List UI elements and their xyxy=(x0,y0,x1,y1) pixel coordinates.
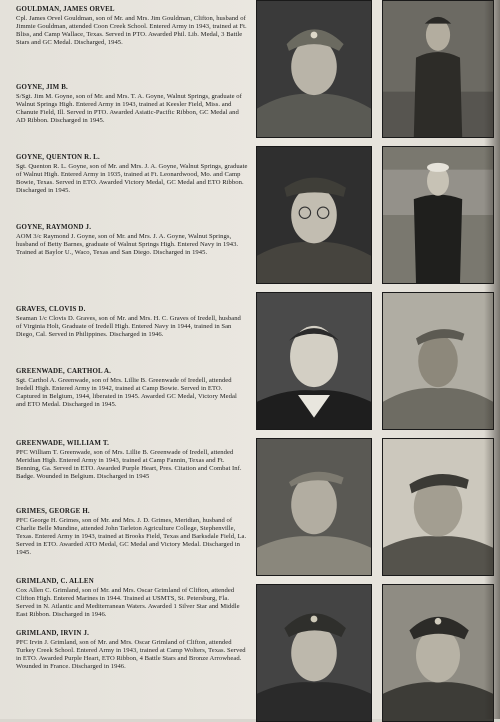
entry-name: GRIMLAND, C. ALLEN xyxy=(16,578,94,585)
portrait-graves-clovis xyxy=(256,292,372,430)
entry-grimland-allen xyxy=(16,578,248,619)
entry-grimes-george xyxy=(16,508,248,558)
entry-bio: PFC William T. Greenwade, son of Mrs. Lillie B. Greenwade of Iredell, attended Meridian High. Entered Army in 1943, trained at Camp Fannin, Texas and Ft. Benning, Ga. Served in ETO. Awarded Purple Heart, Pres. Citation and Combat Inf. Badge. Wounded in Belgium. Discharged in 1945 xyxy=(16,449,242,481)
entry-grimland-irvin xyxy=(16,630,248,671)
entry-name: GOYNE, RAYMOND J. xyxy=(16,224,92,231)
entry-bio: S/Sgt. Jim M. Goyne, son of Mr. and Mrs. T. A. Goyne, Walnut Springs, graduate of Walnut Springs High. Entered Army in 1943, trained at Keesler Field, Miss. and Chanute Field, Ill. Served in PTO. Awarded Asiatic-Pacific Ribbon, GC Medal and AD Ribbon. Discharged in 1945. xyxy=(16,93,242,125)
entry-bio: PFC Irvin J. Grimland, son of Mr. and Mrs. Oscar Grimland of Clifton, attended Turkey Creek School. Entered Army in 1943, trained at Camp Wolters, Texas. Served in ETO. Awarded Purple Heart, ETO Ribbon, 4 Battle Stars and Bronze Arrowhead. Wounded in France. Discharged in 1946. xyxy=(16,639,246,671)
entry-name: GRIMES, GEORGE H. xyxy=(16,508,90,515)
entry-name: GRAVES, CLOVIS D. xyxy=(16,306,86,313)
portrait-greenwade-william xyxy=(256,438,372,576)
entry-bio: Sgt. Quenton R. L. Goyne, son of Mr. and Mrs. J. A. Goyne, Walnut Springs, graduate of Walnut High. Entered Army in 1935, trained at Ft. Leonardwood, Mo. and Camp Bowie, Texas. Served in ETO. Awarded Victory Medal, GC Medal and ETO Ribbon. Discharged in 1945. xyxy=(16,163,248,195)
entry-name: GRIMLAND, IRVIN J. xyxy=(16,630,90,637)
entry-bio: Seaman 1/c Clovis D. Graves, son of Mr. and Mrs. H. C. Graves of Iredell, husband of Virginia Holt, Graduate of Iredell High. Entered Navy in 1944, trained in San Diego, Cal. Served in Philippines. Discharged in 1946. xyxy=(16,315,241,339)
portrait-gouldman-james xyxy=(256,0,372,138)
photo-gouldman-james-standing xyxy=(382,0,494,138)
entry-name: GOYNE, QUENTON R. L. xyxy=(16,154,100,161)
portrait-grimland-irvin xyxy=(382,584,494,722)
entry-name: GOYNE, JIM B. xyxy=(16,84,68,91)
entry-bio: Cox Allen C. Grimland, son of Mr. and Mrs. Oscar Grimland of Clifton, attended Clifton High. Entered Marines in 1944. Trained at USMTS, St. Petersburg, Fla. Served in N. Atlantic and Mediterranean Waters. Awarded 1 Silver Star and Middle East Ribbon. Discharged in 1946. xyxy=(16,587,240,619)
book-spine-shadow xyxy=(484,0,500,719)
entry-goyne-jim xyxy=(16,84,248,125)
entry-name: GREENWADE, CARTHOL A. xyxy=(16,368,112,375)
entry-graves-clovis xyxy=(16,306,248,339)
entry-name: GREENWADE, WILLIAM T. xyxy=(16,440,110,447)
entry-goyne-raymond xyxy=(16,224,248,257)
entry-goyne-quenton xyxy=(16,154,248,195)
entry-bio: Cpl. James Orvel Gouldman, son of Mr. and Mrs. Jim Gouldman, Clifton, husband of Jimmie Gouldman, attended Coon Creek School. Entered Army in 1943, trained at Ft. Bliss, and Camp Wallace, Texas. Served in PTO. Awarded Phil. Lib. Medal, 3 Battle Stars and GC Medal. Discharged, 1945. xyxy=(16,15,247,47)
entry-gouldman-james xyxy=(16,6,248,47)
photo-goyne-raymond-standing xyxy=(382,146,494,284)
portrait-goyne-quenton xyxy=(256,146,372,284)
entry-bio: PFC George H. Grimes, son of Mr. and Mrs. J. D. Grimes, Meridian, husband of Charlie Belle Mundine, attended John Tarleton Agriculture College, Stephenville, Texas. Entered Army in 1943, trained at Brooks Field, Texas and Barksdale Field, La. Served in ETO. Awarded ATO Medal, GC Medal and Victory Medal. Discharged in 1945. xyxy=(16,517,247,557)
portrait-grimland-allen xyxy=(256,584,372,722)
entry-bio: AOM 3/c Raymond J. Goyne, son of Mr. and Mrs. J. A. Goyne, Walnut Springs, husband of Betty Barnes, graduate of Walnut Springs High. Entered Navy in 1943. Trained at Baylor U., Waco, Texas and San Diego. Discharged in 1945. xyxy=(16,233,239,257)
entry-bio: Sgt. Carthol A. Greenwade, son of Mrs. Lillie B. Greenwade of Iredell, attended Iredell High. Entered Army in 1942, trained at Camp Bowie. Served in ETO. Captured in Belgium, 1944, liberated in 1945. Awarded GC Medal, Victory Medal and ETO Medal. Discharged in 1945. xyxy=(16,377,237,409)
entry-greenwade-william xyxy=(16,440,248,481)
portrait-grimes-george xyxy=(382,438,494,576)
portrait-greenwade-carthol xyxy=(382,292,494,430)
entry-name: GOULDMAN, JAMES ORVEL xyxy=(16,6,115,13)
entry-greenwade-carthol xyxy=(16,368,248,409)
